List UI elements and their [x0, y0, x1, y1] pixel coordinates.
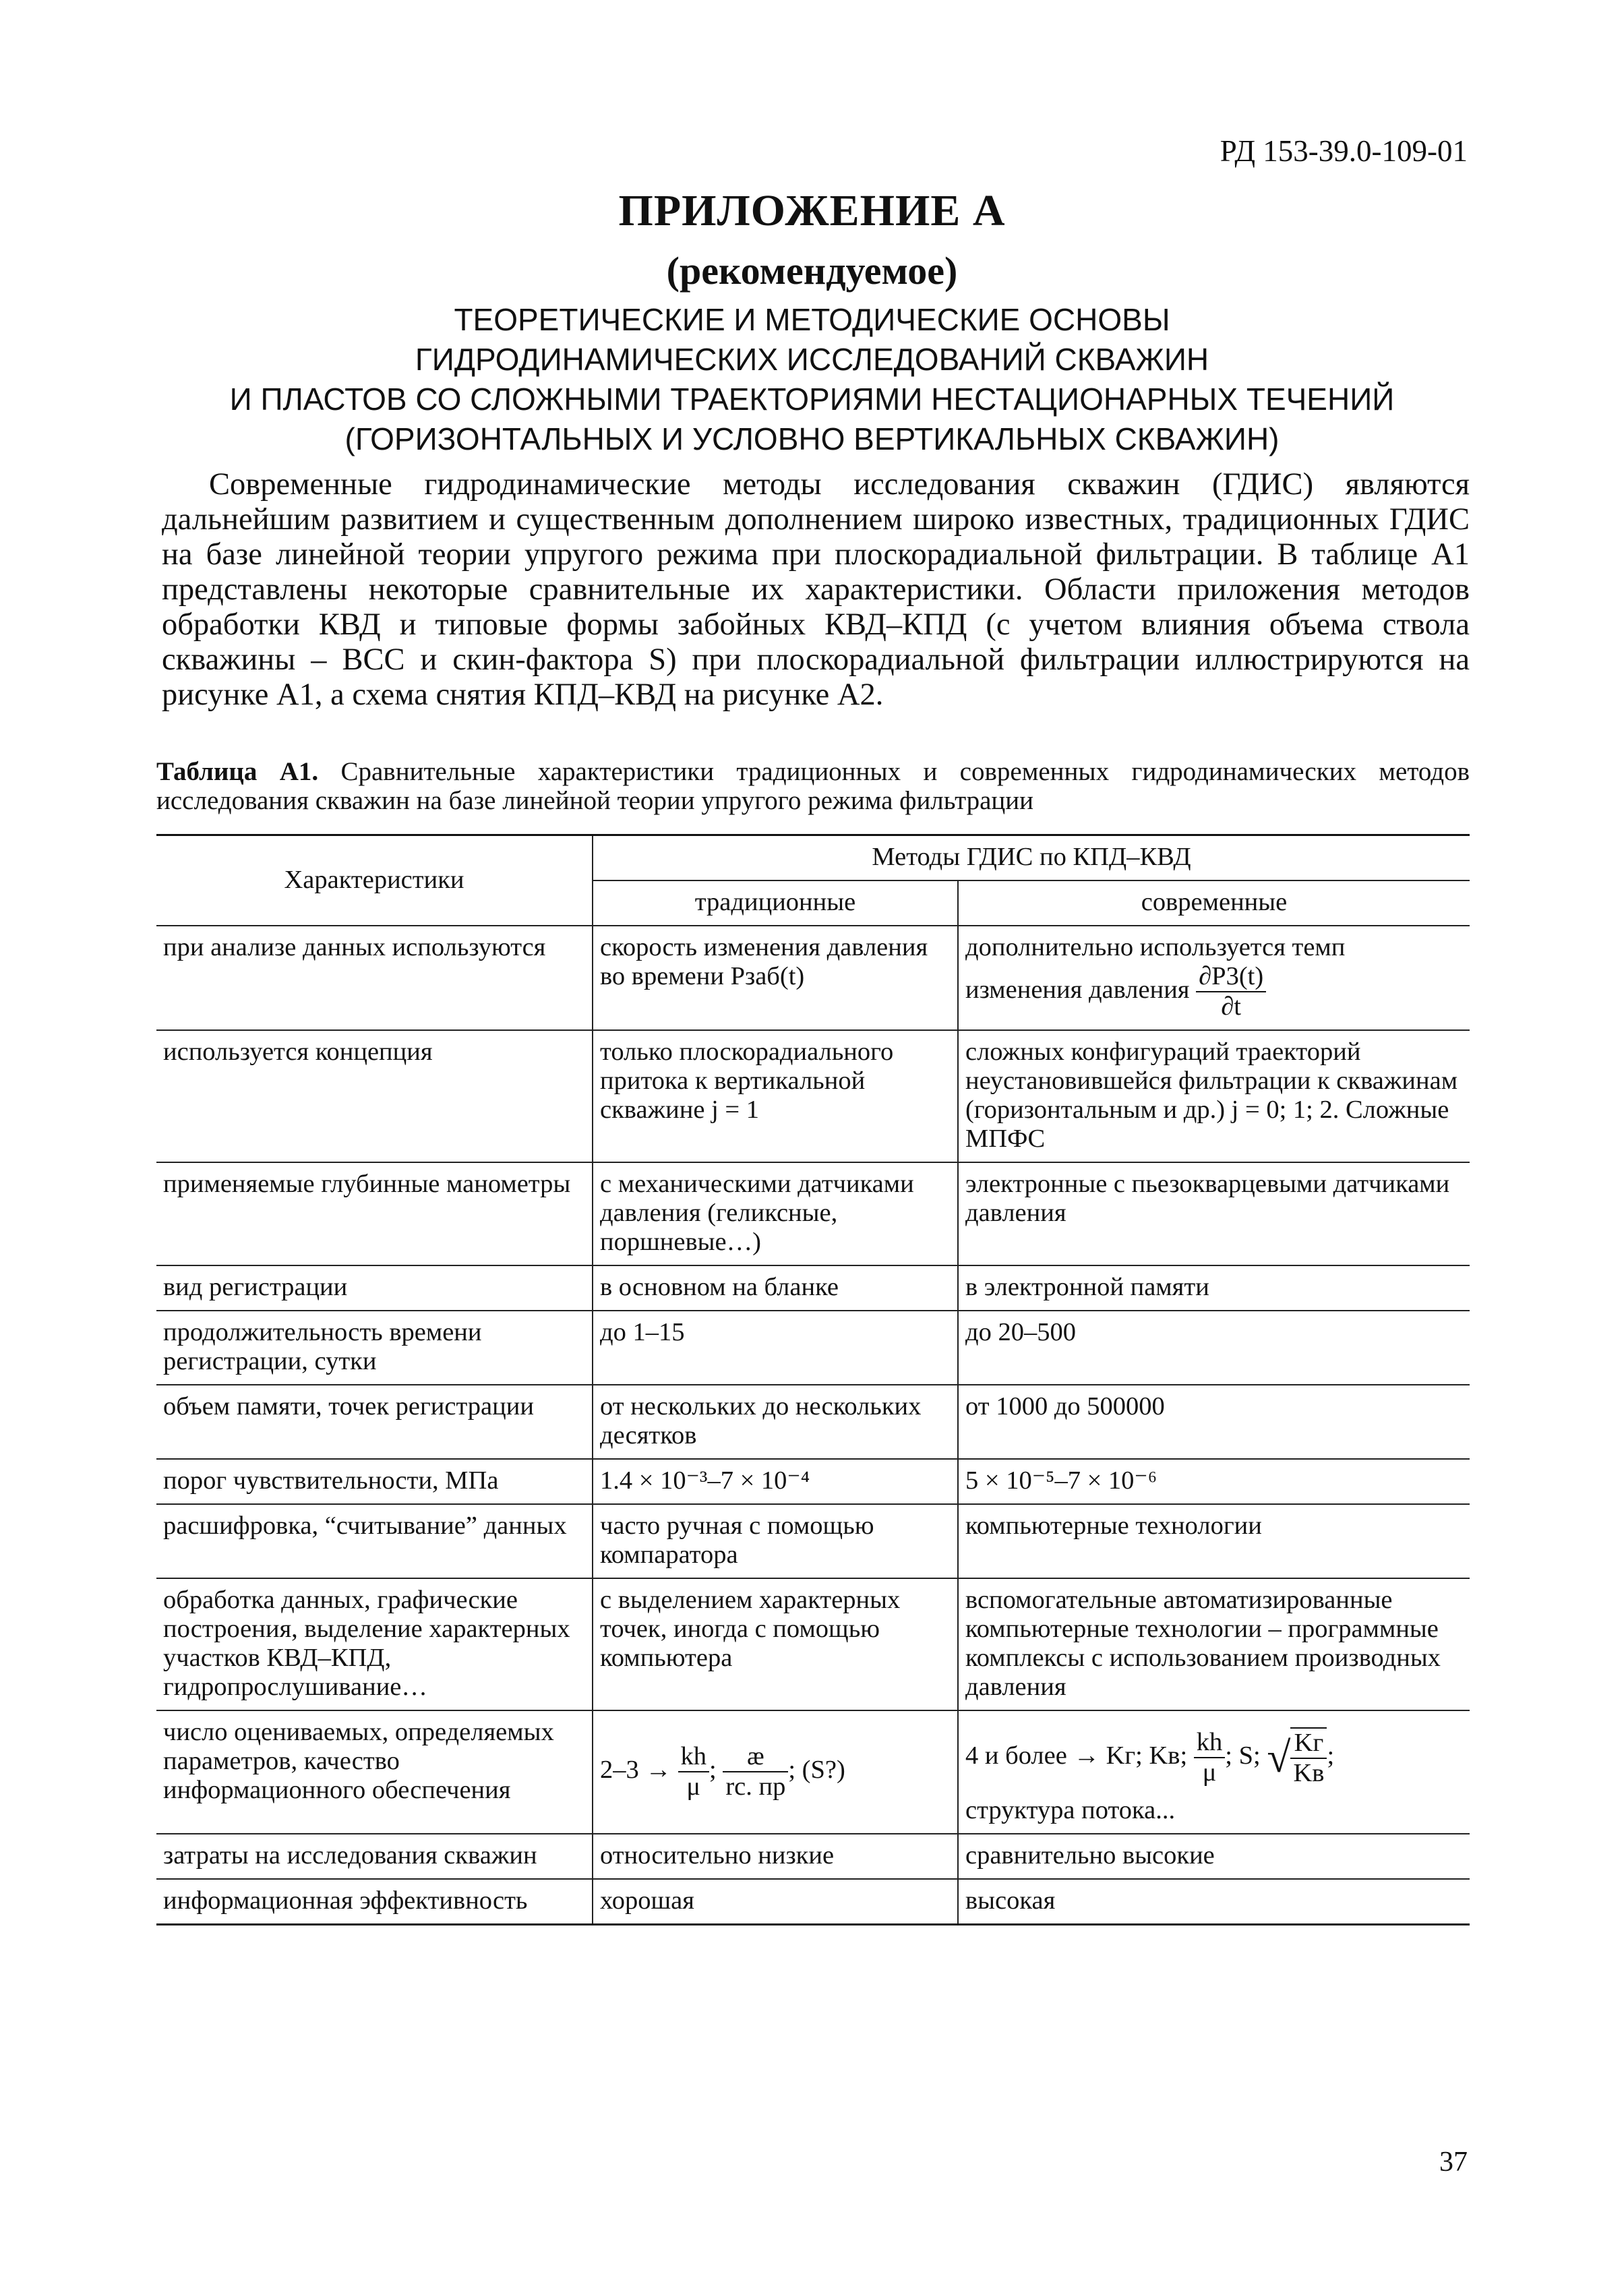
kh-mu-fraction — [1194, 1728, 1226, 1787]
kh-mu-fraction — [678, 1742, 710, 1801]
cell-characteristic: число оцениваемых, определяемых параметров, качество информационного обеспечения — [156, 1710, 593, 1834]
header-modern: современные — [958, 880, 1470, 926]
cell-characteristic: обработка данных, графические построения, выделение характерных участков КВД–КПД, гидропрослушивание… — [156, 1578, 593, 1710]
cell-modern: вспомогательные автоматизированные компьютерные технологии – программные комплексы с использованием производных давления — [958, 1578, 1470, 1710]
subtitle-line: (ГОРИЗОНТАЛЬНЫХ И УСЛОВНО ВЕРТИКАЛЬНЫХ СКВАЖИН) — [344, 421, 1280, 456]
table-caption-text: Сравнительные характеристики традиционных и современных гидродинамических методов исследования скважин на базе линейной теории упругого режима фильтрации — [156, 757, 1470, 815]
cell-characteristic: порог чувствительности, МПа — [156, 1459, 593, 1504]
cell-traditional: хорошая — [593, 1879, 958, 1925]
fraction-numerator: Kг — [1290, 1729, 1327, 1759]
table-row — [156, 1578, 1470, 1710]
intro-paragraph — [162, 467, 1470, 713]
table-row — [156, 1504, 1470, 1578]
cell-characteristic: затраты на исследования скважин — [156, 1834, 593, 1879]
document-number: РД 153-39.0-109-01 — [1220, 134, 1468, 168]
cell-modern: сравнительно высокие — [958, 1834, 1470, 1879]
cell-modern: электронные с пьезокварцевыми датчиками давления — [958, 1162, 1470, 1265]
subtitle-line: ГИДРОДИНАМИЧЕСКИХ ИССЛЕДОВАНИЙ СКВАЖИН — [415, 342, 1209, 377]
header-methods: Методы ГДИС по КПД–КВД — [593, 835, 1470, 881]
sqrt-ratio — [1267, 1727, 1327, 1788]
cell-modern: 5 × 10⁻⁵–7 × 10⁻⁶ — [958, 1459, 1470, 1504]
cell-characteristic: объем памяти, точек регистрации — [156, 1385, 593, 1459]
table-row — [156, 1834, 1470, 1879]
table-row — [156, 1265, 1470, 1311]
fraction-numerator: ∂P3(t) — [1196, 962, 1266, 992]
fraction-numerator: kh — [1194, 1728, 1226, 1758]
cell-modern-text: дополнительно используется темп изменения давления — [965, 933, 1346, 1004]
fraction-denominator: μ — [686, 1772, 701, 1801]
header-characteristics: Характеристики — [156, 835, 593, 926]
subtitle-line: И ПЛАСТОВ СО СЛОЖНЫМИ ТРАЕКТОРИЯМИ НЕСТАЦИОНАРНЫХ ТЕЧЕНИЙ — [229, 382, 1395, 417]
cell-traditional: с выделением характерных точек, иногда с помощью компьютера — [593, 1578, 958, 1710]
cell-traditional: относительно низкие — [593, 1834, 958, 1879]
cell-traditional: в основном на бланке — [593, 1265, 958, 1311]
cell-modern — [958, 926, 1470, 1030]
table-row — [156, 1385, 1470, 1459]
cell-traditional: от нескольких до нескольких десятков — [593, 1385, 958, 1459]
table-caption-label: Таблица А1. — [156, 757, 319, 786]
sqrt-sign-icon: √ — [1267, 1733, 1291, 1781]
cell-traditional: 2–3 → $\frac{kh}{\mu}$ ; $\frac{æ}{rс. пр}$ ; (S?) — [593, 1710, 958, 1834]
cell-characteristic: информационная эффективность — [156, 1879, 593, 1925]
table-header-row — [156, 835, 1470, 881]
table-caption — [156, 757, 1470, 815]
ae-r-fraction — [723, 1742, 788, 1801]
cell-traditional: до 1–15 — [593, 1311, 958, 1385]
cell-characteristic: вид регистрации — [156, 1265, 593, 1311]
table-row — [156, 1311, 1470, 1385]
cell-traditional: с механическими датчиками давления (геликсные, поршневые…) — [593, 1162, 958, 1265]
cell-modern: в электронной памяти — [958, 1265, 1470, 1311]
cell-characteristic: при анализе данных используются — [156, 926, 593, 1030]
formula-suffix: ; (S?) — [788, 1755, 845, 1784]
appendix-subtitle — [135, 300, 1489, 459]
appendix-title: ПРИЛОЖЕНИЕ А — [618, 186, 1006, 235]
table-row — [156, 1030, 1470, 1162]
table-row — [156, 1879, 1470, 1925]
cell-modern: от 1000 до 500000 — [958, 1385, 1470, 1459]
cell-modern: компьютерные технологии — [958, 1504, 1470, 1578]
pressure-derivative-fraction — [1196, 962, 1266, 1021]
cell-characteristic: расшифровка, “считывание” данных — [156, 1504, 593, 1578]
cell-characteristic: используется концепция — [156, 1030, 593, 1162]
formula-mid: ; S; — [1225, 1741, 1261, 1770]
table-row — [156, 1710, 1470, 1834]
table-row — [156, 1162, 1470, 1265]
fraction-denominator: rс. пр — [725, 1772, 786, 1801]
fraction-denominator: Kв — [1293, 1759, 1325, 1787]
cell-modern: высокая — [958, 1879, 1470, 1925]
page-number: 37 — [1439, 2147, 1468, 2178]
comparison-table — [156, 834, 1470, 1925]
fraction-numerator: æ — [723, 1742, 788, 1772]
cell-traditional: часто ручная с помощью компаратора — [593, 1504, 958, 1578]
appendix-status: (рекомендуемое) — [666, 249, 958, 293]
header-traditional: традиционные — [593, 880, 958, 926]
table-row — [156, 1459, 1470, 1504]
cell-characteristic: применяемые глубинные манометры — [156, 1162, 593, 1265]
subtitle-line: ТЕОРЕТИЧЕСКИЕ И МЕТОДИЧЕСКИЕ ОСНОВЫ — [454, 302, 1170, 337]
fraction-numerator: kh — [678, 1742, 710, 1772]
cell-characteristic: продолжительность времени регистрации, сутки — [156, 1311, 593, 1385]
cell-traditional: скорость изменения давления во времени Pзаб(t) — [593, 926, 958, 1030]
formula-prefix: 4 и более → Kг; Kв; — [965, 1741, 1188, 1770]
cell-modern: до 20–500 — [958, 1311, 1470, 1385]
fraction-denominator: ∂t — [1221, 992, 1242, 1021]
fraction-denominator: μ — [1202, 1758, 1217, 1787]
table-row — [156, 926, 1470, 1030]
intro-text: Современные гидродинамические методы исследования скважин (ГДИС) являются дальнейшим развитием и существенным дополнением широко известных, традиционных ГДИС на базе линейной теории упругого режима при плоскорадиальной фильтрации. В таблице А1 представлены некоторые сравнительные их характеристики. Области приложения методов обработки КВД и типовые формы забойных КВД–КПД (с учетом влияния объема ствола скважины – ВСС и скин-фактора S) при плоскорадиальной фильтрации иллюстрируются на рисунке А1, а схема снятия КПД–КВД на рисунке А2. — [162, 467, 1470, 712]
sqrt-radicand — [1290, 1727, 1327, 1788]
cell-modern: сложных конфигураций траекторий неустановившейся фильтрации к скважинам (горизонтальным и др.) j = 0; 1; 2. Сложные МПФС — [958, 1030, 1470, 1162]
cell-traditional: только плоскорадиального притока к вертикальной скважине j = 1 — [593, 1030, 958, 1162]
cell-traditional: 1.4 × 10⁻³–7 × 10⁻⁴ — [593, 1459, 958, 1504]
formula-prefix: 2–3 → — [600, 1755, 671, 1784]
flow-structure-text: структура потока... — [965, 1796, 1176, 1824]
cell-modern: 4 и более → Kг; Kв; $\frac{kh}{\mu}$ ; S; √ $\frac{Kг}{Kв}$ ; структура потока... — [958, 1710, 1470, 1834]
